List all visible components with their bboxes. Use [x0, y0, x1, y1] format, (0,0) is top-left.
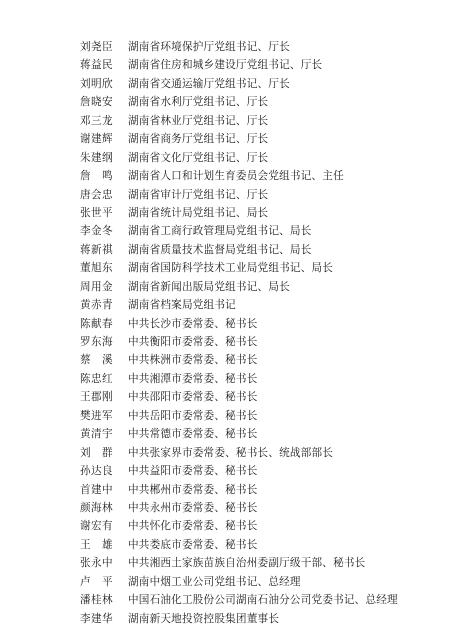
person-name: 蒋益民	[80, 59, 113, 72]
list-item	[80, 186, 440, 204]
person-name: 卢 平	[80, 575, 113, 588]
person-title: 中共张家界市委常委、秘书长、统战部部长	[128, 446, 334, 459]
person-title: 湖南省统计局党组书记、局长	[128, 206, 269, 219]
list-item	[80, 130, 440, 148]
list-item	[80, 536, 440, 554]
list-item	[80, 444, 440, 462]
person-name: 蔡 溪	[80, 354, 113, 367]
person-name: 蒋新祺	[80, 243, 113, 256]
person-title: 中国石油化工股份公司湖南石油分公司党委书记、总经理	[128, 594, 398, 607]
list-item	[80, 351, 440, 369]
list-item	[80, 56, 440, 74]
list-item	[80, 167, 440, 185]
person-title: 湖南省审计厅党组书记、厅长	[128, 188, 269, 201]
list-item	[80, 425, 440, 443]
list-item	[80, 517, 440, 535]
list-item	[80, 388, 440, 406]
person-name: 詹 鸣	[80, 170, 113, 183]
person-name: 潘桂林	[80, 594, 113, 607]
list-item	[80, 149, 440, 167]
list-item	[80, 204, 440, 222]
person-title: 湖南省新闻出版局党组书记、局长	[128, 280, 290, 293]
list-item	[80, 370, 440, 388]
list-item	[80, 333, 440, 351]
list-item	[80, 591, 440, 609]
person-name: 王郡刚	[80, 391, 113, 404]
person-name: 颜海林	[80, 501, 113, 514]
personnel-list	[80, 38, 440, 628]
person-title: 中共长沙市委常委、秘书长	[128, 317, 258, 330]
person-title: 湖南省档案局党组书记	[128, 299, 236, 312]
list-item	[80, 112, 440, 130]
person-title: 中共湘西土家族苗族自治州委副厅级干部、秘书长	[128, 557, 366, 570]
person-title: 湖南省人口和计划生育委员会党组书记、主任	[128, 170, 344, 183]
list-item	[80, 554, 440, 572]
person-name: 李金冬	[80, 225, 113, 238]
person-name: 谢宏有	[80, 520, 113, 533]
person-name: 陈献春	[80, 317, 113, 330]
person-title: 中共娄底市委常委、秘书长	[128, 538, 258, 551]
person-title: 湖南省文化厅党组书记、厅长	[128, 151, 269, 164]
person-title: 湖南省林业厅党组书记、厅长	[128, 114, 269, 127]
list-item	[80, 93, 440, 111]
person-name: 孙达良	[80, 465, 113, 478]
person-title: 湖南省工商行政管理局党组书记、局长	[128, 225, 312, 238]
person-title: 中共湘潭市委常委、秘书长	[128, 372, 258, 385]
person-title: 湖南省环境保护厅党组书记、厅长	[128, 41, 290, 53]
list-item	[80, 407, 440, 425]
person-name: 周用金	[80, 280, 113, 293]
person-title: 湖南省交通运输厅党组书记、厅长	[128, 77, 290, 90]
person-title: 湖南省国防科学技术工业局党组书记、局长	[128, 262, 334, 275]
person-name: 谢建辉	[80, 133, 113, 146]
list-item	[80, 259, 440, 277]
person-name: 刘 群	[80, 446, 113, 459]
person-name: 王 雄	[80, 538, 113, 551]
person-title: 湖南省质量技术监督局党组书记、局长	[128, 243, 312, 256]
person-title: 中共株洲市委常委、秘书长	[128, 354, 258, 367]
list-item	[80, 610, 440, 628]
list-item	[80, 222, 440, 240]
person-name: 董旭东	[80, 262, 113, 275]
person-name: 刘尧臣	[80, 41, 113, 53]
person-name: 刘明欣	[80, 77, 113, 90]
person-name: 黄赤青	[80, 299, 113, 312]
person-name: 唐会忠	[80, 188, 113, 201]
person-name: 张世平	[80, 206, 113, 219]
person-title: 中共岳阳市委常委、秘书长	[128, 409, 258, 422]
person-title: 湖南省水利厅党组书记、厅长	[128, 96, 269, 109]
person-title: 中共永州市委常委、秘书长	[128, 501, 258, 514]
person-title: 中共怀化市委常委、秘书长	[128, 520, 258, 533]
person-name: 樊进军	[80, 409, 113, 422]
person-title: 湖南省商务厅党组书记、厅长	[128, 133, 269, 146]
person-name: 张永中	[80, 557, 113, 570]
person-name: 陈忠红	[80, 372, 113, 385]
person-name: 朱建纲	[80, 151, 113, 164]
person-name: 首建中	[80, 483, 113, 496]
list-item	[80, 573, 440, 591]
person-title: 中共常德市委常委、秘书长	[128, 428, 258, 441]
person-title: 中共郴州市委常委、秘书长	[128, 483, 258, 496]
person-name: 李建华	[80, 612, 113, 625]
person-title: 湖南新天地投资控股集团董事长	[128, 612, 280, 625]
list-item	[80, 278, 440, 296]
list-item	[80, 315, 440, 333]
person-title: 中共衡阳市委常委、秘书长	[128, 336, 258, 348]
person-title: 中共邵阳市委常委、秘书长	[128, 391, 258, 404]
list-item	[80, 241, 440, 259]
list-item	[80, 499, 440, 517]
list-item	[80, 462, 440, 480]
list-item	[80, 75, 440, 93]
person-name: 邓三龙	[80, 114, 113, 127]
person-title: 湖南省住房和城乡建设厅党组书记、厅长	[128, 59, 323, 72]
person-name: 詹晓安	[80, 96, 113, 109]
person-name: 黄清宇	[80, 428, 113, 441]
person-title: 中共益阳市委常委、秘书长	[128, 465, 258, 478]
person-title: 湖南中烟工业公司党组书记、总经理	[128, 575, 301, 588]
person-name: 罗东海	[80, 336, 113, 348]
list-item	[80, 296, 440, 314]
list-item	[80, 481, 440, 499]
list-item	[80, 38, 440, 56]
